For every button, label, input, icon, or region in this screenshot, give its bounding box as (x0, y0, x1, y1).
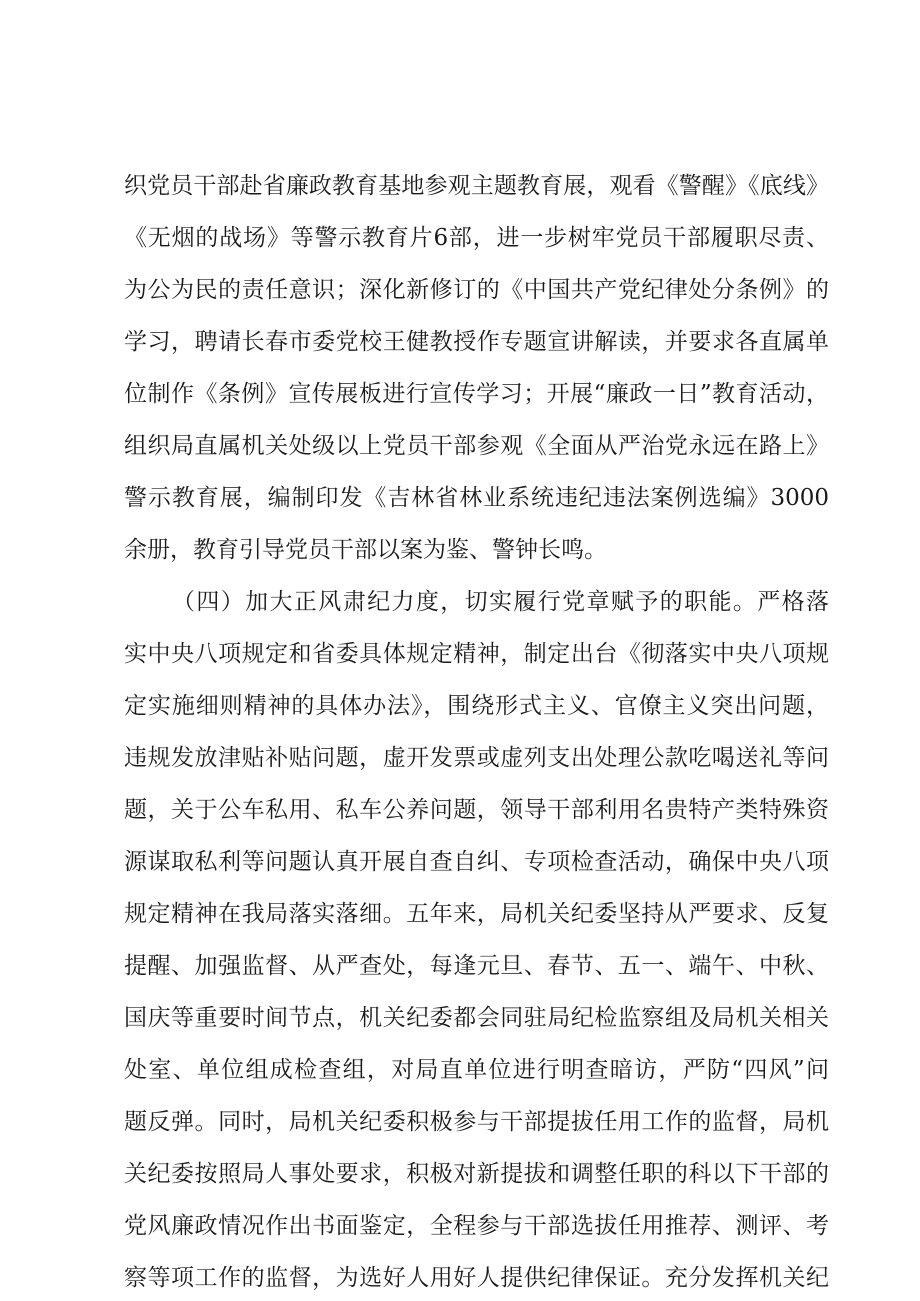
text-line-7: 警示教育展，编制印发《吉林省林业系统违纪违法案例选编》3000 (124, 485, 829, 511)
text-line-22: 察等项工作的监督，为选好人用好人提供纪律保证。充分发挥机关纪 (124, 1265, 829, 1291)
text-line-21: 党风廉政情况作出书面鉴定，全程参与干部选拔任用推荐、测评、考 (124, 1213, 829, 1239)
text-line-11: 定实施细则精神的具体办法》，围绕形式主义、官僚主义突出问题， (124, 693, 829, 719)
text-line-3: 为公为民的责任意识；深化新修订的《中国共产党纪律处分条例》的 (124, 277, 829, 303)
text-line-10: 实中央八项规定和省委具体规定精神，制定出台《彻落实中央八项规 (124, 641, 829, 667)
section-heading-line: （四）加大正风肃纪力度，切实履行党章赋予的职能。严格落 (172, 589, 829, 615)
text-line-14: 源谋取私利等问题认真开展自查自纠、专项检查活动，确保中央八项 (124, 849, 829, 875)
text-line-13: 题，关于公车私用、私车公养问题，领导干部利用名贵特产类特殊资 (124, 797, 829, 823)
text-line-4: 学习，聘请长春市委党校王健教授作专题宣讲解读，并要求各直属单 (124, 329, 829, 355)
text-line-20: 关纪委按照局人事处要求，积极对新提拔和调整任职的科以下干部的 (124, 1161, 829, 1187)
text-line-6: 组织局直属机关处级以上党员干部参观《全面从严治党永远在路上》 (124, 433, 829, 459)
text-line-12: 违规发放津贴补贴问题，虚开发票或虚列支出处理公款吃喝送礼等问 (124, 745, 829, 771)
text-line-8: 余册，教育引导党员干部以案为鉴、警钟长鸣。 (124, 537, 607, 563)
text-line-16: 提醒、加强监督、从严查处，每逢元旦、春节、五一、端午、中秋、 (124, 953, 829, 979)
text-line-2: 《无烟的战场》等警示教育片6部，进一步树牢党员干部履职尽责、 (124, 225, 829, 251)
text-line-5: 位制作《条例》宣传展板进行宣传学习；开展“廉政一日”教育活动， (124, 381, 829, 407)
text-line-18: 处室、单位组成检查组，对局直单位进行明查暗访，严防“四风”问 (124, 1057, 829, 1083)
text-line-17: 国庆等重要时间节点，机关纪委都会同驻局纪检监察组及局机关相关 (124, 1005, 829, 1031)
text-line-19: 题反弹。同时，局机关纪委积极参与干部提拔任用工作的监督，局机 (124, 1109, 829, 1135)
text-line-15: 规定精神在我局落实落细。五年来，局机关纪委坚持从严要求、反复 (124, 901, 829, 927)
text-line-1: 织党员干部赴省廉政教育基地参观主题教育展，观看《警醒》《底线》 (124, 173, 829, 199)
